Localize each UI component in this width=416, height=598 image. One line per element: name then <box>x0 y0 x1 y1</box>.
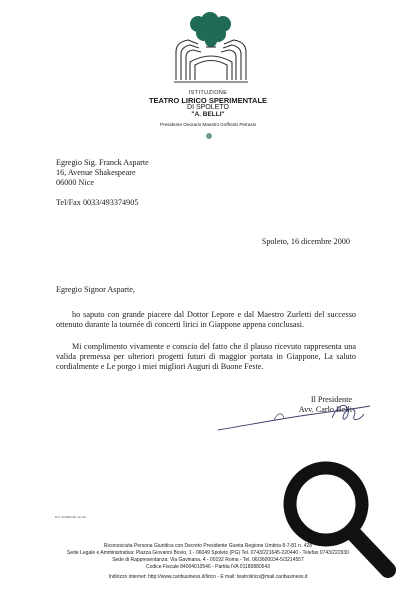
footer-line-4: Codice Fiscale 84004010546 - Partita IVA 01189880543 <box>145 564 271 570</box>
letterhead-president: Presidente Onorario Maestro Goffredo Petrassi <box>160 122 256 127</box>
accent-dot <box>206 133 212 139</box>
salutation: Egregio Signor Asparte, <box>56 285 135 294</box>
magnifier-search-icon[interactable] <box>272 454 402 584</box>
body-paragraph-1: ho saputo con grande piacere dal Dottor Lepore e dal Maestro Zurletti del successo ottenuto durante la tournée di concerti lirici in Giappone appena conclusasi. <box>56 310 356 330</box>
theatre-tree-logo-icon <box>168 12 254 90</box>
letterhead-line-2: TEATRO LIRICO SPERIMENTALE <box>148 96 268 105</box>
recipient-phone: Tel/Fax 0033/493374905 <box>56 198 139 207</box>
handwritten-signature-icon <box>214 398 374 434</box>
letterhead-line-4: "A. BELLI" <box>191 111 225 118</box>
letterhead-line-1: ISTITUZIONE <box>188 90 228 96</box>
footer-line-3: Sede di Rappresentanza: Via Gavinana, 4 - 00192 Roma - Tel. 06/3600034-5/3214557 <box>112 557 304 563</box>
recipient-name: Egregio Sig. Franck Asparte <box>56 158 149 167</box>
recipient-street: 16, Avenue Shakespeare <box>56 168 136 177</box>
letter-date: Spoleto, 16 dicembre 2000 <box>261 237 350 246</box>
signature-title: Il Presidente <box>310 395 352 404</box>
reference-note: M.C. Nr.0003 def. tel. fax <box>55 515 86 519</box>
footer-line-1: Riconosciuta Persona Giuridica con Decreto Presidente Giunta Regione Umbria 8-7-81 n. 428 <box>103 543 313 549</box>
footer-line-5: Indirizzo internet: http://www.caribusiness.it/lirico - E mail: teatrolirico@mail.caribusiness.it <box>108 574 308 580</box>
recipient-city: 06000 Nice <box>56 178 94 187</box>
footer-line-2: Sede Legale e Amministrativa: Piazza Giovanni Bovio, 1 - 06049 Spoleto (PG) Tel. 0743/221645-220440 - Telefax 0743/222930 <box>67 550 349 556</box>
body-paragraph-2: Mi complimento vivamente e conscio del fatto che il plauso ricevuto rappresenta una valida premessa per ulteriori progetti futuri di maggior portata in Giappone, La saluto cordialmente e Le porgo i miei migliori Auguri di Buone Feste. <box>56 342 356 372</box>
signature-name: Avv. Carlo Belli <box>298 405 352 414</box>
letterhead-line-3: DI SPOLETO <box>187 104 229 111</box>
